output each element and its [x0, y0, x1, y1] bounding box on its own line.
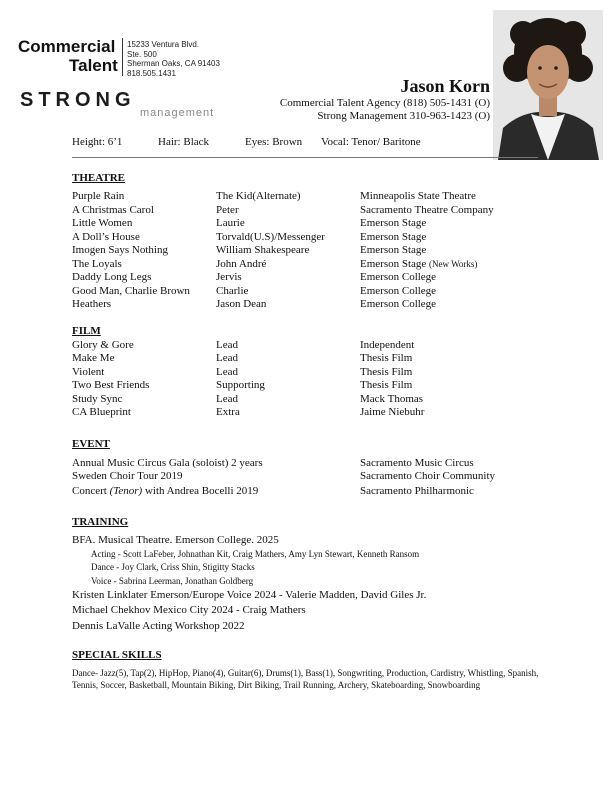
training-detail: Acting - Scott LaFeber, Johnathan Kit, Craig Mathers, Amy Lyn Stewart, Kenneth Ransom — [91, 549, 420, 559]
stat-hair: Hair: Black — [158, 136, 210, 148]
credit-title: Purple Rain — [72, 190, 125, 202]
credit-title: Glory & Gore — [72, 339, 134, 351]
training-detail: Dance - Joy Clark, Criss Shin, Stigitty Stacks — [91, 562, 255, 572]
credit-venue: Emerson Stage — [360, 217, 427, 229]
credit-title: The Loyals — [72, 258, 122, 270]
logo-word-management: management — [140, 107, 215, 119]
training-degree: BFA. Musical Theatre. Emerson College. 2025 — [72, 534, 279, 546]
credit-role: The Kid(Alternate) — [216, 190, 301, 202]
management-contact: Strong Management 310-963-1423 (O) — [317, 110, 490, 122]
credit-title: CA Blueprint — [72, 406, 131, 418]
event-heading: EVENT — [72, 438, 110, 450]
credit-role: Extra — [216, 406, 240, 418]
credit-title: Imogen Says Nothing — [72, 244, 168, 256]
training-item: Dennis LaValle Acting Workshop 2022 — [72, 620, 245, 632]
credit-role: Lead — [216, 393, 238, 405]
logo-word-talent: Talent — [69, 56, 118, 75]
credit-venue: Sacramento Theatre Company — [360, 204, 494, 216]
stat-height: Height: 6’1 — [72, 136, 123, 148]
event-title — [72, 485, 258, 497]
header-divider — [72, 157, 538, 158]
credit-venue: Emerson College — [360, 285, 437, 297]
credit-title: Make Me — [72, 352, 115, 364]
stat-eyes: Eyes: Brown — [245, 136, 303, 148]
headshot-photo — [493, 10, 603, 160]
credit-role: John André — [216, 258, 267, 270]
credit-venue: Emerson Stage — [360, 231, 427, 243]
film-heading: FILM — [72, 325, 101, 337]
agency-address — [127, 40, 220, 78]
credit-title: Violent — [72, 366, 105, 378]
training-heading: TRAINING — [72, 516, 129, 528]
credit-producer: Thesis Film — [360, 379, 413, 391]
credit-title: A Christmas Carol — [72, 204, 154, 216]
credit-venue: Emerson Stage — [360, 244, 427, 256]
credit-role: Jervis — [216, 271, 242, 283]
credit-producer: Thesis Film — [360, 352, 413, 364]
special-skills-text: Dance- Jazz(5), Tap(2), HipHop, Piano(4), Guitar(6), Drums(1), Bass(1), Songwriting, Production, Cardistry, Whistling, Spanish, Tennis, Soccer, Basketball, Mountain Biking, Dirt Biking, Trail Running, Archery, Skateboarding, Snowboarding — [72, 668, 539, 690]
theatre-heading: THEATRE — [72, 172, 125, 184]
event-venue: Sacramento Choir Community — [360, 470, 496, 482]
credit-role: Lead — [216, 339, 238, 351]
address-line: Ste. 500 — [127, 49, 157, 59]
training-detail: Voice - Sabrina Leerman, Jonathan Goldberg — [91, 576, 254, 586]
address-line: 15233 Ventura Blvd. — [127, 40, 200, 49]
credit-role: Supporting — [216, 379, 265, 391]
credit-venue: Emerson College — [360, 271, 437, 283]
event-venue: Sacramento Philharmonic — [360, 485, 474, 497]
event-title-pre: Concert — [72, 485, 110, 497]
credit-role: Charlie — [216, 285, 249, 297]
event-title: Annual Music Circus Gala (soloist) 2 years — [72, 457, 263, 469]
address-phone: 818.505.1431 — [127, 68, 176, 78]
logo-word-commercial: Commercial — [18, 37, 116, 56]
credit-role: Peter — [216, 204, 239, 216]
special-skills-heading: SPECIAL SKILLS — [72, 649, 162, 661]
training-item: Kristen Linklater Emerson/Europe Voice 2024 - Valerie Madden, David Giles Jr. — [72, 589, 427, 601]
credit-role: Torvald(U.S)/Messenger — [216, 231, 325, 243]
event-venue: Sacramento Music Circus — [360, 457, 474, 469]
event-title-voice: (Tenor) — [109, 485, 143, 497]
event-title-post: with Andrea Bocelli 2019 — [142, 485, 259, 497]
training-item: Michael Chekhov Mexico City 2024 - Craig Mathers — [72, 604, 306, 616]
credit-producer: Independent — [360, 339, 415, 351]
credit-producer: Thesis Film — [360, 366, 413, 378]
stat-vocal: Vocal: Tenor/ Baritone — [321, 136, 421, 148]
agency-contact: Commercial Talent Agency (818) 505-1431 (O) — [279, 97, 490, 109]
credit-role: Laurie — [216, 217, 245, 229]
commercial-talent-logo — [18, 38, 258, 78]
credit-role: Jason Dean — [216, 298, 267, 310]
credit-venue-wrap — [360, 258, 477, 270]
new-works-note: (New Works) — [429, 259, 478, 269]
credit-venue: Minneapolis State Theatre — [360, 190, 476, 202]
credit-venue: Emerson College — [360, 298, 437, 310]
performer-name: Jason Korn — [400, 76, 490, 96]
credit-role: Lead — [216, 366, 238, 378]
headshot-illustration — [493, 10, 603, 160]
logo-divider — [122, 38, 123, 76]
credit-title: Heathers — [72, 298, 112, 310]
logo-word-strong: STRONG — [20, 89, 136, 111]
credit-title: Study Sync — [72, 393, 123, 405]
credit-producer: Jaime Niebuhr — [360, 406, 425, 418]
credit-role: Lead — [216, 352, 238, 364]
credit-role: William Shakespeare — [216, 244, 310, 256]
credit-producer: Mack Thomas — [360, 393, 424, 405]
event-title: Sweden Choir Tour 2019 — [72, 470, 183, 482]
credit-title: Good Man, Charlie Brown — [72, 285, 190, 297]
credit-title: Little Women — [72, 217, 133, 229]
credit-venue: Emerson Stage — [360, 258, 427, 270]
credit-title: Daddy Long Legs — [72, 271, 152, 283]
credit-title: Two Best Friends — [72, 379, 150, 391]
credit-title: A Doll’s House — [72, 231, 140, 243]
address-line: Sherman Oaks, CA 91403 — [127, 59, 220, 68]
strong-management-logo — [20, 89, 215, 122]
